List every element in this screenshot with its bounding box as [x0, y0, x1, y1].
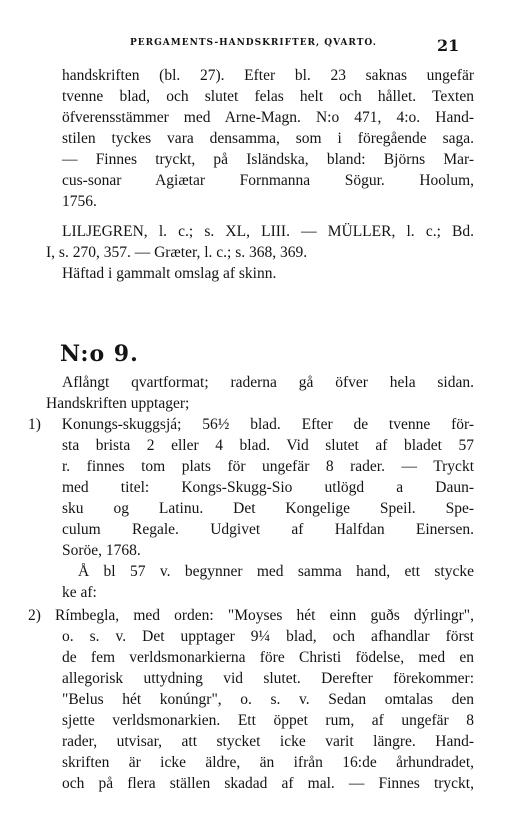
list-item: 2) Rímbegla, med orden: "Moyses hét einn guðs dýrlingr",	[28, 607, 474, 624]
text-line: o. s. v. Det upptager 9¼ blad, och afhandlar först	[62, 628, 474, 645]
text-line: cus-sonar Agiætar Fornmanna Sögur. Hoolum,	[62, 172, 474, 189]
page-number: 21	[437, 36, 460, 55]
text-line: — Finnes tryckt, på Isländska, bland: Björns Mar-	[62, 151, 474, 168]
reference-line: I, s. 270, 357. — Græter, l. c.; s. 368, 369.	[46, 244, 308, 261]
text-line: öfverensstämmer med Arne-Magn. N:o 471, 4:o. Hand-	[62, 109, 474, 126]
list-item: 1) Konungs-skuggsjá; 56½ blad. Efter de tvenne för-	[28, 416, 474, 433]
text-line: Å bl 57 v. begynner med samma hand, ett stycke	[78, 563, 474, 580]
text-line: r. finnes tom plats för ungefär 8 rader. — Tryckt	[62, 458, 474, 475]
text-line: handskriften (bl. 27). Efter bl. 23 saknas ungefär	[62, 67, 474, 84]
reference-line: LILJEGREN, l. c.; s. XL, LIII. — MÜLLER, l. c.; Bd.	[62, 223, 474, 240]
text-line: skriften är icke äldre, än ifrån 16:de århundradet,	[62, 754, 474, 771]
text-line: culum Regale. Udgivet af Halfdan Einersen.	[62, 521, 474, 538]
text-line: stilen tyckes vara densamma, som i föregående saga.	[62, 130, 474, 147]
text-line: sjette verldsmonarkien. Ett öppet rum, af ungefär 8	[62, 712, 474, 729]
text-line: ke af:	[62, 584, 97, 601]
text-line: Häftad i gammalt omslag af skinn.	[62, 265, 277, 282]
text-line: och på flera ställen skadad af mal. — Finnes tryckt,	[62, 775, 474, 792]
text-line: "Belus hét konúngr", o. s. v. Sedan omtalas den	[62, 691, 474, 708]
text-line: med titel: Kongs-Skugg-Sio utlögd a Daun-	[62, 479, 474, 496]
running-title: PERGAMENTS-HANDSKRIFTER, QVARTO.	[130, 38, 377, 48]
text-line: Aflångt qvartformat; raderna gå öfver hela sidan.	[62, 374, 474, 391]
text-line: Soröe, 1768.	[62, 542, 141, 559]
text-line: tvenne blad, och slutet felas helt och hållet. Texten	[62, 88, 474, 105]
text-line: sta brista 2 eller 4 blad. Vid slutet af bladet 57	[62, 437, 474, 454]
text-line: sku og Latinu. Det Kongelige Speil. Spe-	[62, 500, 474, 517]
text-line: rader, utvisar, att stycket icke varit längre. Hand-	[62, 733, 474, 750]
text-line: Handskriften upptager;	[46, 395, 190, 412]
text-line: 1756.	[62, 193, 97, 210]
page-header	[0, 36, 512, 56]
text-line: allegorisk uttydning vid slutet. Derefter förekommer:	[62, 670, 474, 687]
section-heading: N:o 9.	[60, 341, 139, 367]
text-line: de fem verldsmonarkierna före Christi födelse, med en	[62, 649, 474, 666]
